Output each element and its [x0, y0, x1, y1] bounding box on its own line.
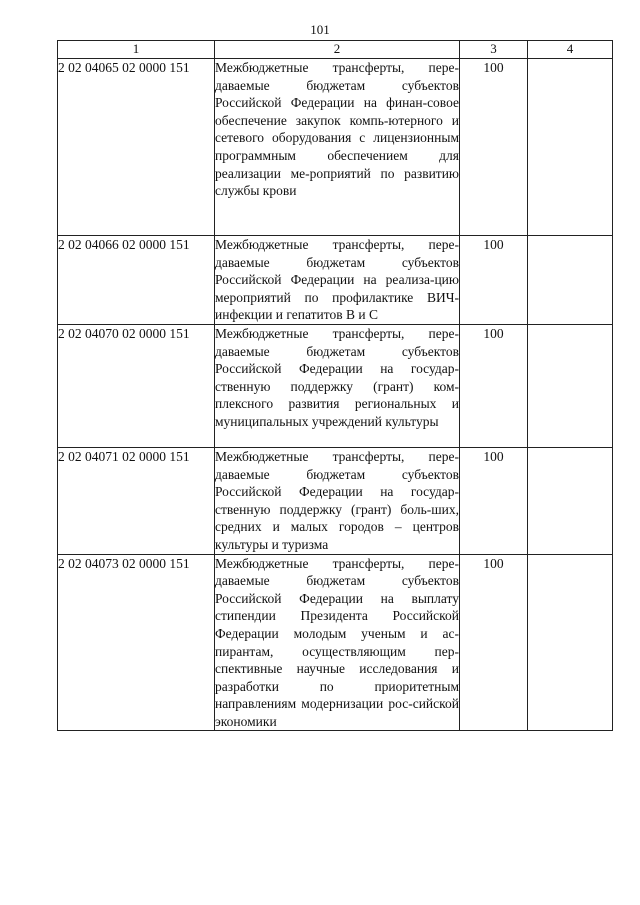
budget-description: Межбюджетные трансферты, пере-даваемые бюджетам субъектов Российской Федерации на финан-совое обеспечение закупок компь-ютерного и сетевого оборудования с лицензионным программным обеспечением для реализации ме-роприятий по развитию службы крови: [215, 59, 460, 236]
budget-description: Межбюджетные трансферты, пере-даваемые бюджетам субъектов Российской Федерации на реализа-цию мероприятий по профилактике ВИЧ-инфекции и гепатитов В и С: [215, 236, 460, 325]
budget-code: 2 02 04066 02 0000 151: [58, 236, 215, 325]
budget-description: Межбюджетные трансферты, пере-даваемые бюджетам субъектов Российской Федерации на государ-ственную поддержку (грант) боль-ших, средних и малых городов – центров культуры и туризма: [215, 447, 460, 554]
column-header-1: 1: [58, 41, 215, 59]
budget-description: Межбюджетные трансферты, пере-даваемые бюджетам субъектов Российской Федерации на государ-ственную поддержку (грант) ком-плексного развития региональных и муниципальных учреждений культуры: [215, 324, 460, 447]
budget-code: 2 02 04070 02 0000 151: [58, 324, 215, 447]
column-4-cell: [528, 554, 613, 731]
column-header-4: 4: [528, 41, 613, 59]
budget-code: 2 02 04071 02 0000 151: [58, 447, 215, 554]
table-row: [58, 324, 613, 447]
budget-amount: 100: [460, 324, 528, 447]
budget-description: Межбюджетные трансферты, пере-даваемые бюджетам субъектов Российской Федерации на выплату стипендии Президента Российской Федерации молодым ученым и ас-пирантам, осуществляющим пер-спективные научные исследования и разработки по приоритетным направлениям модернизации рос-сийской экономики: [215, 554, 460, 731]
budget-amount: 100: [460, 59, 528, 236]
budget-table: [57, 40, 613, 731]
column-header-2: 2: [215, 41, 460, 59]
column-4-cell: [528, 447, 613, 554]
budget-code: 2 02 04065 02 0000 151: [58, 59, 215, 236]
page-number: 101: [310, 22, 330, 37]
column-header-3: 3: [460, 41, 528, 59]
column-4-cell: [528, 236, 613, 325]
column-4-cell: [528, 59, 613, 236]
table-row: [58, 59, 613, 236]
budget-amount: 100: [460, 447, 528, 554]
column-4-cell: [528, 324, 613, 447]
budget-amount: 100: [460, 554, 528, 731]
table-row: [58, 554, 613, 731]
table-header-row: [58, 41, 613, 59]
budget-code: 2 02 04073 02 0000 151: [58, 554, 215, 731]
table-row: [58, 447, 613, 554]
table-row: [58, 236, 613, 325]
budget-amount: 100: [460, 236, 528, 325]
